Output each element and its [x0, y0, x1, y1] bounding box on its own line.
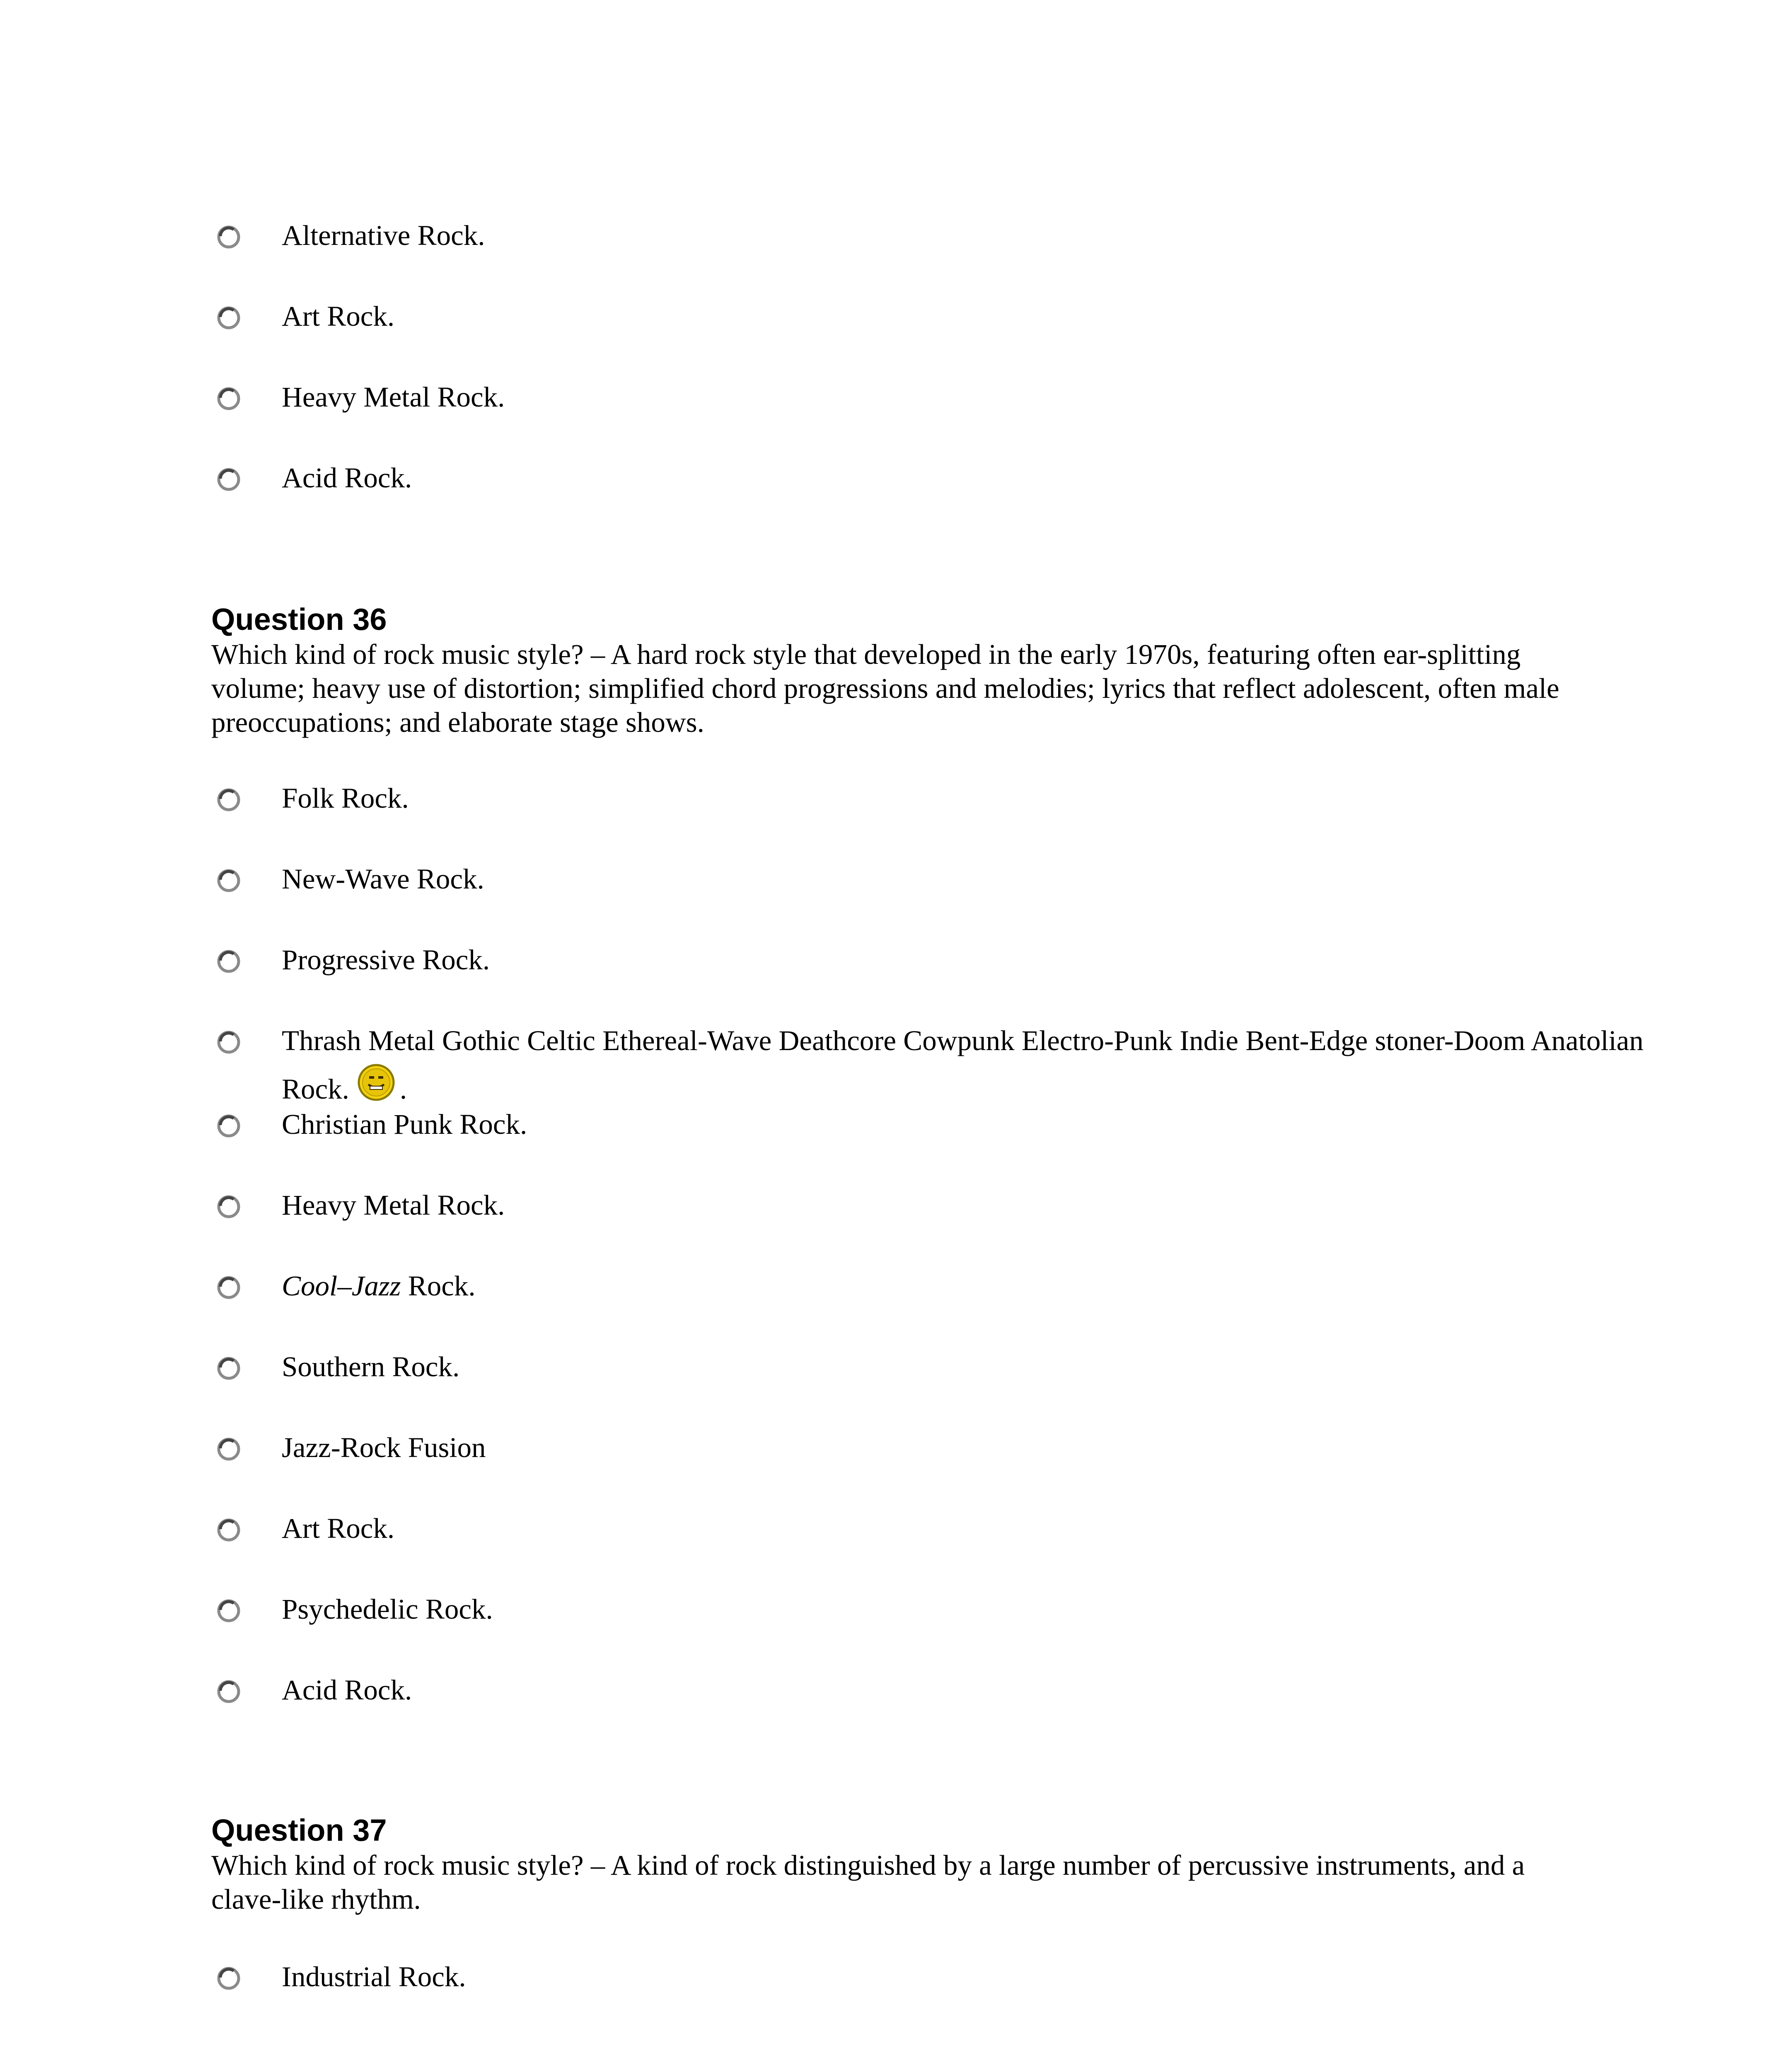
question-title: Question 36 — [211, 602, 387, 637]
answer-option-label: Acid Rock. — [282, 1674, 412, 1706]
answer-option-label: Progressive Rock. — [282, 944, 490, 975]
radio-button-icon[interactable] — [215, 1355, 242, 1382]
punctuation: . — [399, 1073, 407, 1105]
answer-option-text: Thrash Metal Gothic Celtic Ethereal-Wave Deathcore Cowpunk Electro-Punk Indie Bent-Edge stoner-Doom Anatolian Rock. — [282, 1025, 1644, 1105]
answer-option-label: Psychedelic Rock. — [282, 1593, 493, 1625]
radio-button-icon[interactable] — [215, 1274, 242, 1301]
radio-button-icon[interactable] — [215, 787, 242, 813]
radio-button-icon[interactable] — [215, 1193, 242, 1220]
answer-option-label: Industrial Rock. — [282, 1961, 466, 1992]
radio-button-icon[interactable] — [215, 1113, 242, 1139]
radio-button-icon[interactable] — [215, 1965, 242, 1992]
smiley-icon — [357, 1063, 396, 1102]
answer-option-label — [282, 1018, 1661, 1111]
answer-option-label: Heavy Metal Rock. — [282, 1189, 505, 1221]
answer-option-label: Southern Rock. — [282, 1351, 460, 1382]
answer-option-label: Christian Punk Rock. — [282, 1109, 527, 1140]
answer-option-label — [282, 1264, 476, 1308]
answer-option-italic: Cool–Jazz — [282, 1270, 401, 1302]
answer-option-label: Alternative Rock. — [282, 220, 485, 251]
radio-button-icon[interactable] — [215, 1598, 242, 1624]
answer-option-suffix: Rock. — [401, 1270, 476, 1302]
radio-button-icon[interactable] — [215, 1029, 242, 1055]
radio-button-icon[interactable] — [215, 224, 242, 250]
radio-button-icon[interactable] — [215, 305, 242, 331]
answer-option-label: Art Rock. — [282, 300, 395, 332]
radio-button-icon[interactable] — [215, 948, 242, 975]
answer-option-label: Folk Rock. — [282, 782, 409, 814]
radio-button-icon[interactable] — [215, 1436, 242, 1462]
radio-button-icon[interactable] — [215, 466, 242, 493]
answer-option-label: Jazz-Rock Fusion — [282, 1432, 486, 1463]
radio-button-icon[interactable] — [215, 1678, 242, 1705]
answer-option-label: Heavy Metal Rock. — [282, 381, 505, 413]
question-title: Question 37 — [211, 1813, 387, 1847]
answer-option-label: New-Wave Rock. — [282, 863, 484, 895]
radio-button-icon[interactable] — [215, 1517, 242, 1543]
answer-option-label: Art Rock. — [282, 1513, 395, 1544]
radio-button-icon[interactable] — [215, 385, 242, 412]
question-text: Which kind of rock music style? – A hard rock style that developed in the early 1970s, featuring often ear-splitting volume; heavy use of distortion; simplified chord progressions and melodies; lyrics that reflect adolescent, often male preoccupations; and elaborate stage shows. — [211, 639, 1559, 738]
answer-option-label: Acid Rock. — [282, 462, 412, 494]
question-text: Which kind of rock music style? – A kind of rock distinguished by a large number of percussive instruments, and a clave-like rhythm. — [211, 1849, 1525, 1915]
radio-button-icon[interactable] — [215, 867, 242, 894]
